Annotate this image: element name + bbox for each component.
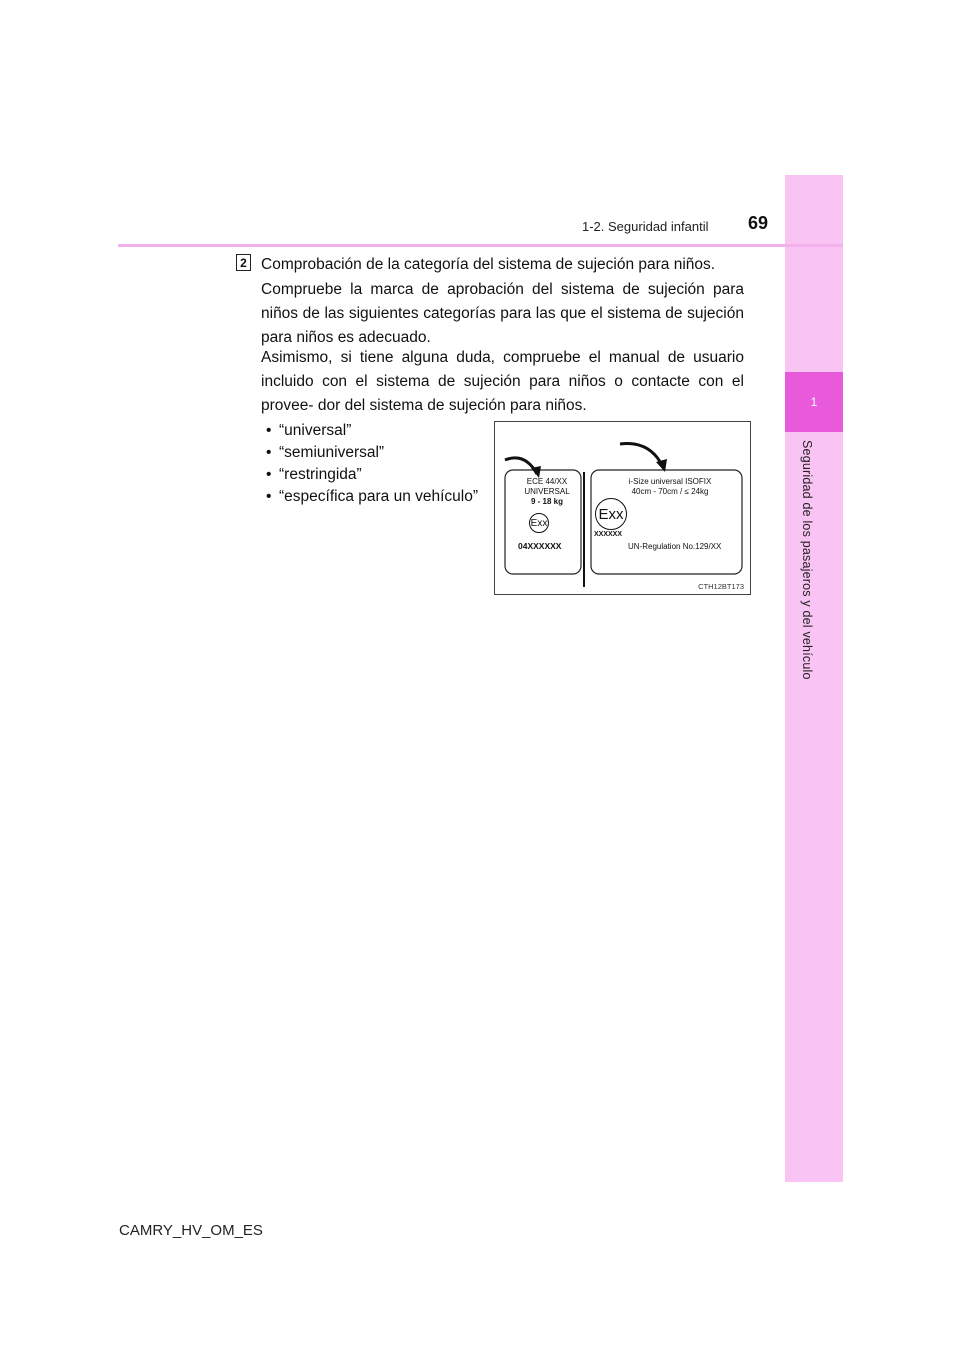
right-label-text <box>600 477 740 497</box>
section-title: 1-2. Seguridad infantil <box>582 219 709 234</box>
list-item: • “universal” <box>266 420 478 442</box>
label-line: 9 - 18 kg <box>530 497 563 506</box>
label-line: i-Size universal ISOFIX <box>628 477 712 486</box>
paragraph-approval-mark: Compruebe la marca de aprobación del sistema de sujeción para niños de las siguientes categorías para las que el sistema de sujeción para niños es adecuado. <box>261 281 744 346</box>
left-label-text <box>517 477 577 507</box>
chapter-title: Seguridad de los pasajeros y del vehículo <box>800 440 814 680</box>
list-item: • “específica para un vehículo” <box>266 486 478 508</box>
category-list <box>266 420 478 508</box>
step-title: Comprobación de la categoría del sistema de sujeción para niños. <box>261 256 716 273</box>
header-divider <box>118 244 843 247</box>
arrow-icon <box>620 443 663 467</box>
step-number-badge: 2 <box>236 254 251 271</box>
page-number: 69 <box>748 213 769 233</box>
list-item: • “semiuniversal” <box>266 442 478 464</box>
label-line: 40cm - 70cm / ≤ 24kg <box>631 487 709 496</box>
list-item: • “restringida” <box>266 464 478 486</box>
arrow-icon <box>505 458 537 474</box>
figure-caption: CTH12BT173 <box>698 582 744 591</box>
label-line: ECE 44/XX <box>526 477 568 486</box>
document-code: CAMRY_HV_OM_ES <box>119 1222 263 1239</box>
approval-mark-circle: Exx <box>595 498 627 530</box>
side-tab <box>785 175 843 1182</box>
chapter-tab-number[interactable]: 1 <box>785 372 843 432</box>
label-line: UNIVERSAL <box>524 487 570 496</box>
paragraph-manual: Asimismo, si tiene alguna duda, compruebe el manual de usuario incluido con el sistema de sujeción para niños o contacte con el provee- dor del sistema de sujeción para niños. <box>261 349 744 414</box>
approval-code: XXXXXX <box>594 531 623 538</box>
approval-mark-circle: Exx <box>529 513 549 533</box>
regulation-text: UN-Regulation No.129/XX <box>628 542 722 551</box>
approval-code: 04XXXXXX <box>518 541 562 551</box>
